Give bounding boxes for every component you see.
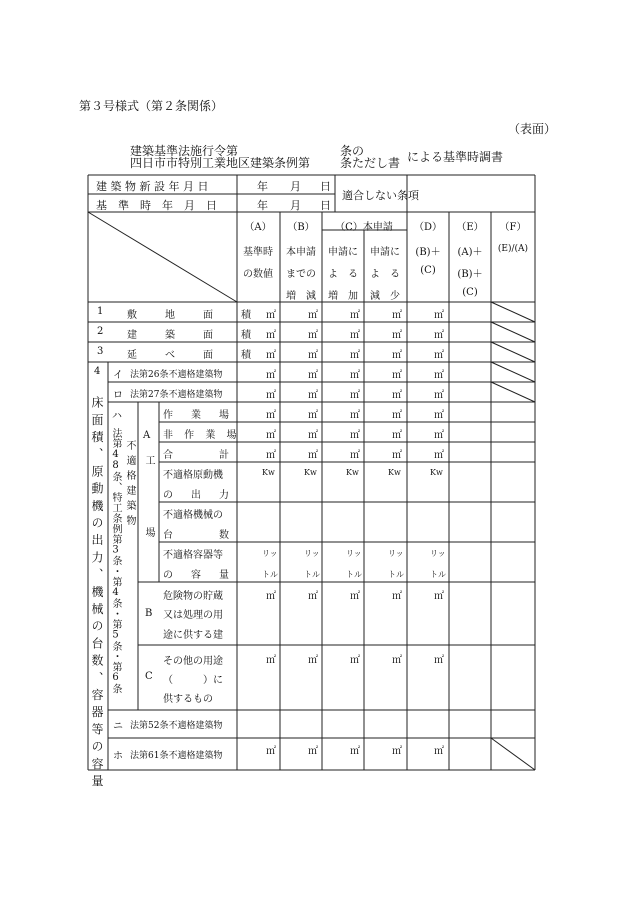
hazmat-label: 又は処理の用 — [163, 610, 223, 621]
unit-m2: ㎡ — [266, 370, 276, 381]
unit-m2: ㎡ — [308, 591, 318, 602]
unit-m2: ㎡ — [266, 410, 276, 421]
unit-m2: ㎡ — [392, 591, 402, 602]
hazmat-label: 危険物の貯蔵 — [163, 591, 223, 602]
unit-m2: ㎡ — [392, 310, 402, 321]
article-line-2: 条ただし書 — [340, 156, 401, 170]
unit-m2: ㎡ — [350, 330, 360, 341]
unit-m2: ㎡ — [350, 410, 360, 421]
col-c2-text: 減 少 — [370, 291, 400, 302]
col-a-text: 基準時 — [243, 247, 273, 258]
law-line-1: 建築基準法施行令第 — [130, 144, 239, 158]
article-line-1: 条の — [340, 144, 365, 158]
unit-m2: ㎡ — [434, 390, 444, 401]
col-c1-text: 申請に — [328, 247, 358, 258]
unit-m2: ㎡ — [308, 370, 318, 381]
unit-m2: ㎡ — [434, 370, 444, 381]
unit-m2: ㎡ — [434, 450, 444, 461]
form-title: 第３号様式（第２条関係） — [79, 99, 224, 113]
row-mark: ニ — [113, 721, 123, 732]
law-line-2: 四日市市特別工業地区建築条例第 — [130, 156, 311, 170]
unit-m2: ㎡ — [350, 450, 360, 461]
col-b-text: までの — [286, 269, 316, 280]
col-f-text: (E)/(A) — [497, 244, 529, 254]
unit-m2: ㎡ — [266, 450, 276, 461]
row-no: 4 — [94, 366, 101, 377]
unit-kw: Kw — [346, 468, 359, 477]
site-area-label: 敷 地 面 積 — [127, 310, 260, 321]
unit-m2: ㎡ — [308, 330, 318, 341]
other-use-label: その他の用途 — [163, 656, 223, 667]
unit-m2: ㎡ — [434, 350, 444, 361]
unit-m2: ㎡ — [350, 390, 360, 401]
unit-liter: リッ — [262, 549, 278, 558]
factory-vertical-label: 工場 — [143, 455, 154, 599]
unit-m2: ㎡ — [392, 655, 402, 666]
unit-m2: ㎡ — [350, 430, 360, 441]
col-d-text: (B)＋ — [415, 247, 441, 258]
other-use-label: （ ）に — [163, 675, 223, 686]
art52-label: 法第52条不適格建築物 — [130, 721, 223, 731]
unit-m2: ㎡ — [350, 350, 360, 361]
hazmat-label: 途に供する建 — [163, 630, 223, 641]
unit-liter: トル — [346, 570, 362, 579]
unit-m2: ㎡ — [392, 746, 402, 757]
unit-m2: ㎡ — [350, 370, 360, 381]
unit-liter: トル — [388, 570, 404, 579]
unit-kw: Kw — [262, 468, 275, 477]
unit-m2: ㎡ — [308, 430, 318, 441]
unit-m2: ㎡ — [266, 655, 276, 666]
unit-m2: ㎡ — [350, 746, 360, 757]
unit-m2: ㎡ — [308, 350, 318, 361]
day-mark: 日 — [320, 180, 331, 193]
unit-m2: ㎡ — [434, 746, 444, 757]
unit-liter: トル — [262, 570, 278, 579]
unit-m2: ㎡ — [266, 746, 276, 757]
art26-label: 法第26条不適格建築物 — [130, 370, 223, 380]
col-e-text: (A)＋ — [457, 247, 483, 258]
row-mark: ハ — [112, 411, 122, 422]
section4-vertical-label: 床面積、原動機の出力、機械の台数、容器等の容量 — [90, 396, 104, 792]
category-a-mark: A — [143, 430, 151, 441]
unit-m2: ㎡ — [308, 746, 318, 757]
side-label: （表面） — [508, 122, 557, 136]
container-label: の 容 量 — [163, 570, 233, 581]
unit-liter: トル — [430, 570, 446, 579]
building-area-label: 建 築 面 積 — [127, 330, 260, 341]
unit-m2: ㎡ — [308, 450, 318, 461]
unit-m2: ㎡ — [392, 350, 402, 361]
year-mark: 年 — [257, 180, 268, 193]
unit-m2: ㎡ — [434, 330, 444, 341]
workplace-label: 作 業 場 — [163, 410, 233, 421]
unit-m2: ㎡ — [392, 450, 402, 461]
unit-kw: Kw — [304, 468, 317, 477]
unit-kw: Kw — [388, 468, 401, 477]
unit-kw: Kw — [430, 468, 443, 477]
col-c1-text: よ る — [328, 269, 358, 280]
unit-m2: ㎡ — [350, 655, 360, 666]
col-d-text: (C) — [420, 265, 436, 276]
col-d-head: （D） — [413, 222, 443, 233]
machine-label: 不適格機械の — [163, 510, 223, 521]
col-c1-text: 増 加 — [328, 291, 358, 302]
unit-liter: リッ — [388, 549, 404, 558]
col-b-head: （B） — [287, 222, 315, 233]
col-c-head: （C）本申請 — [335, 222, 393, 233]
col-e-head: （E） — [456, 222, 484, 233]
col-a-text: の数値 — [243, 269, 273, 280]
non-workplace-label: 非 作 業 場 — [163, 430, 241, 441]
unit-m2: ㎡ — [308, 390, 318, 401]
subtotal-label: 合 計 — [163, 450, 233, 461]
unit-liter: トル — [304, 570, 320, 579]
unit-m2: ㎡ — [308, 655, 318, 666]
category-b-mark: B — [145, 608, 153, 619]
year-mark: 年 — [257, 199, 268, 212]
unit-m2: ㎡ — [434, 591, 444, 602]
category-c-mark: C — [145, 671, 153, 682]
art61-label: 法第61条不適格建築物 — [130, 751, 223, 761]
unit-m2: ㎡ — [266, 350, 276, 361]
row-no: 1 — [97, 306, 104, 317]
unit-m2: ㎡ — [266, 390, 276, 401]
doc-suffix: による基準時調書 — [407, 150, 504, 164]
unit-m2: ㎡ — [434, 430, 444, 441]
col-b-text: 本申請 — [286, 247, 316, 258]
unit-m2: ㎡ — [434, 310, 444, 321]
unit-m2: ㎡ — [266, 591, 276, 602]
new-build-date-label: 建 築 物 新 設 年 月 日 — [96, 180, 209, 193]
unit-m2: ㎡ — [266, 310, 276, 321]
row-mark: ロ — [113, 390, 123, 401]
col-f-head: （F） — [499, 222, 527, 233]
row-no: 2 — [97, 326, 104, 337]
nonconforming-label: 適合しない条項 — [342, 189, 419, 202]
motor-label: 不適格原動機 — [163, 470, 223, 481]
total-floor-area-label: 延 べ 面 積 — [127, 350, 260, 361]
unit-m2: ㎡ — [392, 390, 402, 401]
col-e-text: (B)＋ — [457, 269, 483, 280]
motor-label: の 出 力 — [163, 490, 233, 501]
other-use-label: 供するもの — [163, 694, 213, 705]
base-date-label: 基 準 時 年 月 日 — [96, 199, 217, 212]
col-c2-text: 申請に — [370, 247, 400, 258]
unit-m2: ㎡ — [350, 310, 360, 321]
art48-vertical-label: 法第48条、特工条例第3条・第4条・第5条・第6条 — [110, 428, 121, 694]
col-b-text: 増 減 — [286, 291, 316, 302]
month-mark: 月 — [290, 180, 301, 193]
day-mark: 日 — [320, 199, 331, 212]
unit-m2: ㎡ — [392, 370, 402, 381]
nonconf-vertical-label: 不適格建築物 — [124, 440, 135, 530]
row-no: 3 — [97, 346, 104, 357]
unit-liter: リッ — [304, 549, 320, 558]
container-label: 不適格容器等 — [163, 550, 223, 561]
col-e-text: (C) — [462, 287, 478, 298]
month-mark: 月 — [290, 199, 301, 212]
unit-m2: ㎡ — [266, 330, 276, 341]
row-mark: イ — [113, 370, 123, 381]
col-a-head: （A） — [244, 222, 272, 233]
unit-m2: ㎡ — [392, 330, 402, 341]
unit-m2: ㎡ — [350, 591, 360, 602]
unit-liter: リッ — [346, 549, 362, 558]
unit-m2: ㎡ — [308, 310, 318, 321]
unit-m2: ㎡ — [392, 410, 402, 421]
machine-label: 台 数 — [163, 530, 233, 541]
row-mark: ホ — [113, 751, 123, 762]
unit-m2: ㎡ — [434, 655, 444, 666]
col-c2-text: よ る — [370, 269, 400, 280]
unit-liter: リッ — [430, 549, 446, 558]
unit-m2: ㎡ — [266, 430, 276, 441]
unit-m2: ㎡ — [392, 430, 402, 441]
unit-m2: ㎡ — [308, 410, 318, 421]
unit-m2: ㎡ — [434, 410, 444, 421]
art27-label: 法第27条不適格建築物 — [130, 390, 223, 400]
